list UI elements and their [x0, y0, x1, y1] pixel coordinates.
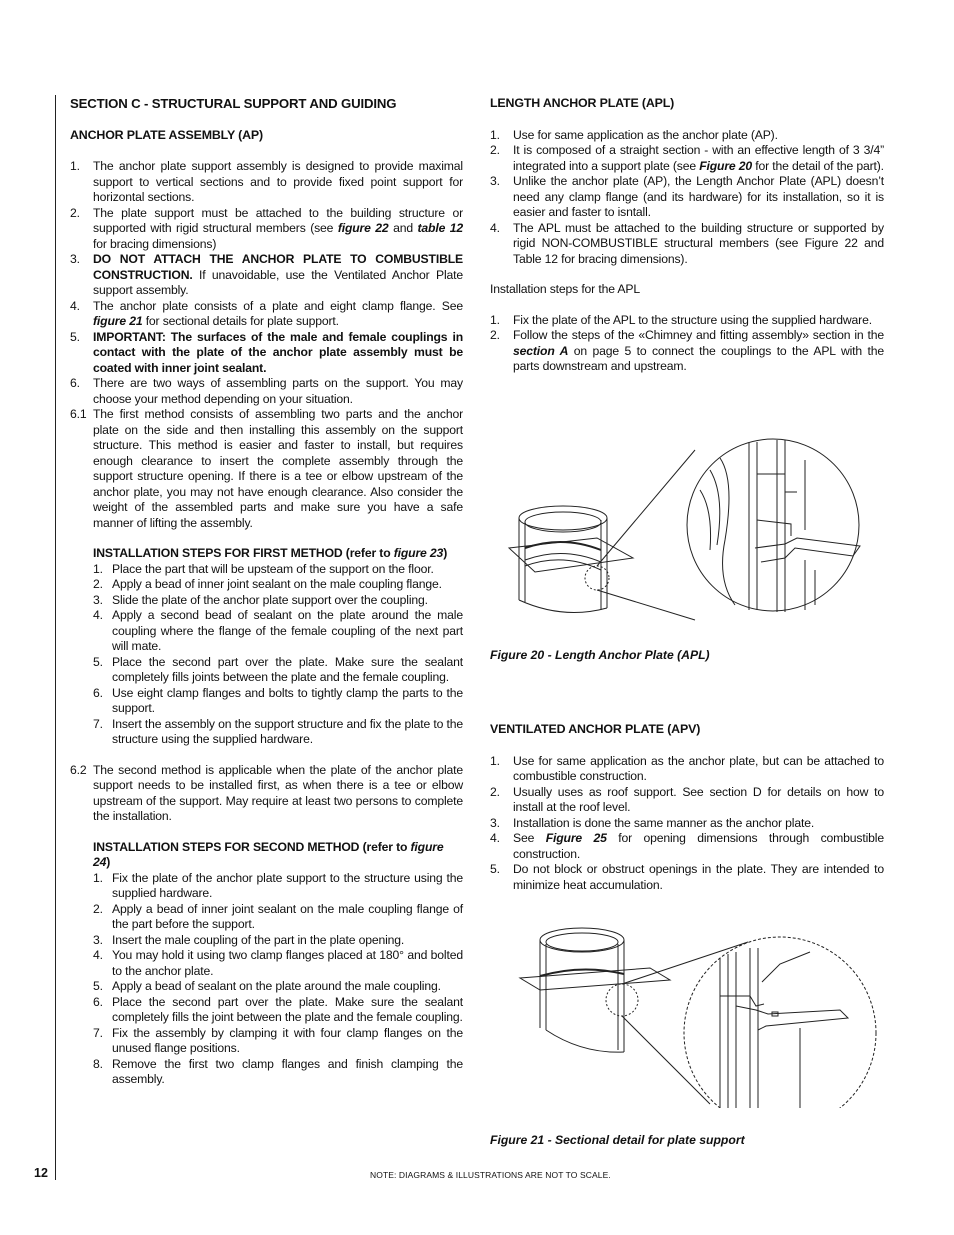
warning-text: DO NOT ATTACH THE ANCHOR PLATE TO COMBUSTIBLE CONSTRUCTION.	[93, 252, 463, 282]
apl-list	[490, 128, 884, 268]
list-item: 7. Insert the assembly on the support structure and fix the plate to the structure using the supplied hardware.	[93, 716, 463, 746]
page-number: 12	[34, 1166, 48, 1180]
figure-ref: figure 21	[93, 314, 143, 328]
table-ref: table 12	[417, 221, 463, 235]
list-item: 5. Apply a bead of sealant on the plate around the male coupling.	[93, 979, 441, 993]
margin-rule	[55, 95, 56, 1180]
apv-list	[490, 754, 884, 894]
list-item: 2. Apply a bead of inner joint sealant on the male coupling flange of the part before the support.	[93, 901, 463, 931]
list-item: 6.2 The second method is applicable when the plate of the anchor plate support needs to be installed first, as when there is a tee or elbow upstream of the support. May require at least two persons to complete the installation.	[70, 762, 463, 823]
second-method-title: INSTALLATION STEPS FOR SECOND METHOD (refer to figure 24)	[93, 839, 444, 869]
left-column	[70, 96, 463, 1088]
list-item: 8. Remove the first two clamp flanges and finish clamping the assembly.	[93, 1056, 463, 1086]
apl-install-list	[490, 313, 884, 375]
list-item: 2. Follow the steps of the «Chimney and fitting assembly» section in the section A on page 5 to connect the couplings to the APL with the parts downstream and upstream.	[490, 328, 885, 373]
list-item: 3. Installation is done the same manner as the anchor plate.	[490, 815, 815, 830]
list-item: 3. Slide the plate of the anchor plate support over the coupling.	[93, 592, 428, 607]
list-item: 2. Usually uses as roof support. See section D for details on how to install at the roof level.	[490, 784, 884, 814]
figure-21-diagram	[510, 918, 880, 1108]
apv-title: VENTILATED ANCHOR PLATE (APV)	[490, 722, 701, 736]
apv-section	[490, 722, 884, 893]
ap-list-cont	[70, 763, 463, 825]
figure-ref: Figure 25	[545, 831, 607, 845]
list-item: 6.1 The first method consists of assembling two parts and the anchor plate on the side and then installing this assembly on the support structure. This method is easier and faster to install, but requires enough clearance to insert the complete assembly through the support structure opening. If there is a tee or elbow upstream of the anchor plate, you may not have enough clearance. Also consider the weight of the assembled parts and make sure you have a safe manner of lifting the assembly.	[70, 407, 463, 530]
list-item: 3. DO NOT ATTACH THE ANCHOR PLATE TO COMBUSTIBLE CONSTRUCTION. If unavoidable, use the Ventilated Anchor Plate support assembly.	[70, 252, 463, 297]
list-item: 2. Apply a bead of inner joint sealant on the male coupling flange.	[93, 577, 442, 591]
list-item: 5. Place the second part over the plate. Make sure the sealant completely fills joints between the plate and the female coupling.	[93, 654, 463, 684]
figure-ref: Figure 20	[699, 158, 753, 173]
section-ref: section A	[513, 343, 569, 358]
list-item: 1. Fix the plate of the anchor plate support to the structure using the supplied hardware.	[93, 870, 463, 900]
list-item: 5. Do not block or obstruct openings in the plate. They are intended to minimize heat accumulation.	[490, 862, 884, 892]
list-item: 6. Use eight clamp flanges and bolts to tightly clamp the parts to the support.	[93, 685, 463, 715]
list-item: 1. Use for same application as the anchor plate, but can be attached to combustible construction.	[490, 753, 884, 783]
list-item: 2. It is composed of a straight section - with an effective length of 3 3/4” integrated into a support plate (see Figure 20 for the detail of the part).	[490, 143, 884, 173]
install-intro: Installation steps for the APL	[490, 282, 640, 296]
list-item: 4. The APL must be attached to the building structure or supported by rigid NON-COMBUSTIBLE structural members (see Figure 22 and Table 12 for bracing dimensions).	[490, 220, 884, 266]
list-item: 1. The anchor plate support assembly is designed to provide maximal support to vertical sections and to provide fixed point support for horizontal sections.	[70, 159, 463, 204]
list-item: 6. Place the second part over the plate. Make sure the sealant completely fills the joint between the plate and the female coupling.	[93, 994, 463, 1024]
ap-title: ANCHOR PLATE ASSEMBLY (AP)	[70, 127, 263, 142]
apl-title: LENGTH ANCHOR PLATE (APL)	[490, 96, 675, 110]
list-item: 3. Insert the male coupling of the part in the plate opening.	[93, 932, 405, 947]
second-method-steps	[93, 871, 463, 1088]
list-item: 1. Use for same application as the anchor plate (AP).	[490, 127, 778, 142]
list-item: 7. Fix the assembly by clamping it with four clamp flanges on the unused flange positions.	[93, 1025, 463, 1055]
right-column	[490, 96, 884, 375]
ap-list	[70, 159, 463, 531]
first-method-steps	[93, 562, 463, 748]
figure-ref: figure 22	[337, 221, 389, 235]
list-item: 4. The anchor plate consists of a plate and eight clamp flange. See figure 21 for sectional details for plate support.	[70, 298, 463, 328]
list-item: 4. You may hold it using two clamp flanges placed at 180° and bolted to the anchor plate.	[93, 948, 463, 978]
list-item: 6. There are two ways of assembling parts on the support. You may choose your method depending on your situation.	[70, 376, 463, 406]
figure-21-caption: Figure 21 - Sectional detail for plate support	[490, 1133, 745, 1147]
figure-20-caption: Figure 20 - Length Anchor Plate (APL)	[490, 648, 710, 662]
list-item: 4. Apply a second bead of sealant on the plate around the male coupling where the flange of the female coupling of the next part will mate.	[93, 608, 463, 653]
important-text: IMPORTANT: The surfaces of the male and female couplings in contact with the plate of the anchor plate assembly must be coated with inner joint sealant.	[93, 329, 463, 375]
list-item: 2. The plate support must be attached to the building structure or supported with rigid structural members (see figure 22 and table 12 for bracing dimensions)	[70, 205, 463, 251]
list-item: 1. Place the part that will be upsteam of the support on the floor.	[93, 561, 434, 576]
list-item: 3. Unlike the anchor plate (AP), the Length Anchor Plate (APL) doesn’t need any clamp flange (and its hardware) for its installation, so it is easier and faster to isntall.	[490, 174, 884, 219]
list-item: 5. IMPORTANT: The surfaces of the male and female couplings in contact with the plate of the anchor plate assembly must be coated with inner joint sealant.	[70, 329, 463, 375]
figure-20-diagram	[505, 420, 875, 630]
section-title: SECTION C - STRUCTURAL SUPPORT AND GUIDING	[70, 96, 397, 111]
list-item: 1. Fix the plate of the APL to the structure using the supplied hardware.	[490, 312, 872, 327]
footer-note: NOTE: DIAGRAMS & ILLUSTRATIONS ARE NOT TO SCALE.	[370, 1170, 611, 1180]
list-item: 4. See Figure 25 for opening dimensions through combustible construction.	[490, 831, 884, 861]
first-method-title: INSTALLATION STEPS FOR FIRST METHOD (refer to figure 23)	[93, 546, 448, 560]
